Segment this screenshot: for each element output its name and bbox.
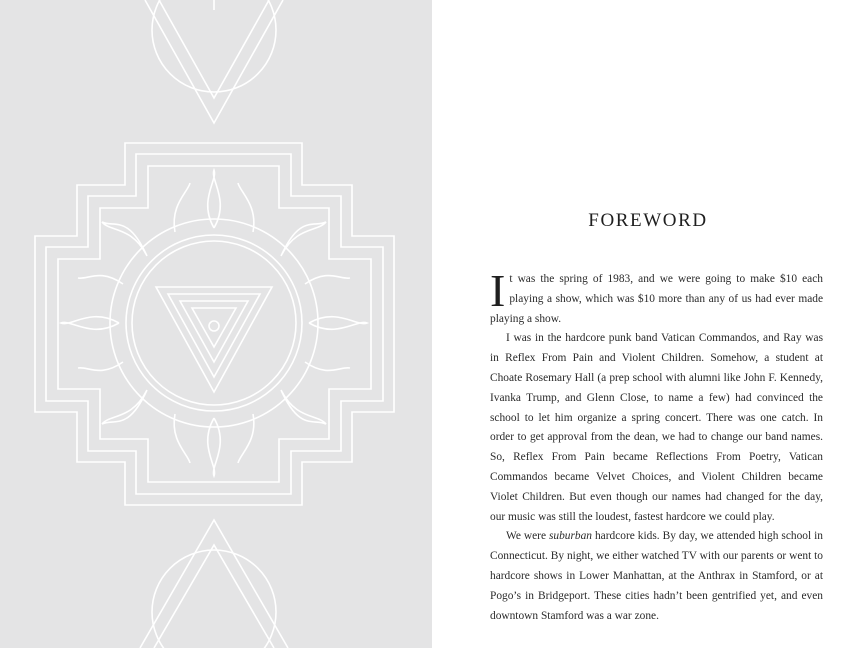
paragraph-1-text: t was the spring of 1983, and we were going to make $10 each playing a show, which was $10 more than any of us had ever made playing a show. [490,273,823,325]
drop-cap: I [490,265,506,316]
paragraph-2: I was in the hardcore punk band Vatican Commandos, and Ray was in Reflex From Pain and Violent Children. Somehow, a student at Choate Rosemary Hall (a prep school with alumni like John F. Kennedy, Ivanka Trump, and Glenn Close, to name a few) had convinced the school to let him organize a spring concert. There was one catch. In order to get approval from the dean, we had to change our band names. So, Reflex From Pain became Reflections From Poetry, Vatican Commandos became Velvet Choices, and Violent Children became Violet Children. But even though our names had changed for the day, our music was still the loudest, fastest hardcore we could play. [490,332,823,523]
paragraph-3-start: We were [506,530,549,543]
lotus [61,170,367,476]
paragraph-3 [490,527,823,626]
central-triangles [156,287,272,392]
text-page [432,0,864,648]
gated-square [35,143,394,505]
paragraph-3-emphasis: suburban [548,530,593,543]
paragraph-1 [490,265,823,329]
paragraph-3-end: hardcore kids. By day, we attended high school in Connecticut. By night, we either watched TV with our parents or went to hardcore shows in Lower Manhattan, at the Anthrax in Stamford, or at Pogo’s in Bridgeport. These cities hadn’t been gentrified yet, and even downtown Stamford was a war zone. [490,530,823,622]
foreword-body [490,265,823,626]
top-motif [145,0,283,123]
page-title: FOREWORD [588,210,708,231]
bottom-motif [140,520,288,648]
